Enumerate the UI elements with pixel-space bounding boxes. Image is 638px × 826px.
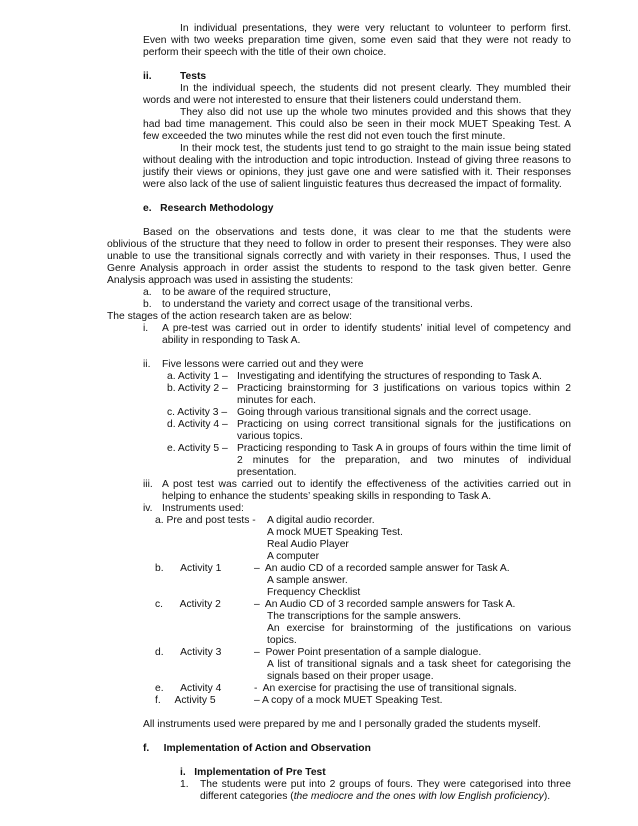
- instrument-label: e. Activity 4: [155, 683, 222, 694]
- activity-text: Going through various transitional signals and the correct usage.: [237, 407, 532, 418]
- stage-text: A pre-test was carried out in order to identify students’ initial level of competency and: [162, 323, 571, 334]
- tests-line: had bad time management. This could also be seen in their mock MUET Speaking Test. A: [143, 119, 571, 130]
- aim-text: to be aware of the required structure,: [162, 287, 331, 298]
- tests-line: justify their views or opinions, they just gave one and were satisfied with it. Their responses: [143, 167, 571, 178]
- pretest-item-marker: 1.: [180, 779, 189, 790]
- aim-text: to understand the variety and correct usage of the transitional verbs.: [162, 299, 473, 310]
- pretest-item-text: different categories (the mediocre and the ones with low English proficiency).: [200, 791, 551, 802]
- stage-marker: i.: [143, 323, 149, 334]
- stage-text: A post test was carried out to identify the effectiveness of the activities carried out in: [162, 479, 571, 490]
- activity-text: Practicing on using correct transitional signals for the justifications on: [237, 419, 571, 430]
- instrument-text: A mock MUET Speaking Test.: [267, 527, 403, 538]
- pretest-item-text: The students were put into 2 groups of fours. They were categorised into three: [200, 779, 571, 790]
- instrument-label: d. Activity 3: [155, 647, 222, 658]
- methodology-line: Analysis approach was used in assisting the students:: [107, 275, 354, 286]
- implementation-heading: f. Implementation of Action and Observation: [143, 743, 371, 754]
- stage-marker: ii.: [143, 359, 151, 370]
- stage-text: Five lessons were carried out and they were: [162, 359, 364, 370]
- instrument-label: c. Activity 2: [155, 599, 221, 610]
- instrument-text: - An exercise for practising the use of transitional signals.: [254, 683, 517, 694]
- activity-text: 2 minutes for the preparation, and two minutes of individual: [237, 455, 571, 466]
- aim-marker: b.: [143, 299, 152, 310]
- activity-label: e. Activity 5 –: [167, 443, 228, 454]
- methodology-line: unable to use the transitional signals correctly and with variety in their responses. Thus, I used the: [107, 251, 571, 262]
- instrument-text: Frequency Checklist: [267, 587, 361, 598]
- activity-text: Practicing responding to Task A in groups of fours within the time limit of: [237, 443, 571, 454]
- instrument-label: f. Activity 5: [155, 695, 216, 706]
- stage-marker: iv.: [143, 503, 153, 514]
- stage-text: Instruments used:: [162, 503, 244, 514]
- activity-text: Investigating and identifying the structures of responding to Task A.: [237, 371, 542, 382]
- instrument-text: A digital audio recorder.: [267, 515, 375, 526]
- tests-line: They also did not use up the whole two minutes provided and this shows that they: [180, 107, 571, 118]
- instrument-text: signals based on their proper usage.: [267, 671, 434, 682]
- stages-intro: The stages of the action research taken are as below:: [107, 311, 352, 322]
- instrument-text: – Power Point presentation of a sample dialogue.: [254, 647, 482, 658]
- tests-line: In the individual speech, the students did not present clearly. They mumbled their: [180, 83, 571, 94]
- tests-line: words and were not interested to ensure that their listeners could understand them.: [143, 95, 522, 106]
- instrument-text: The transcriptions for the sample answers.: [267, 611, 462, 622]
- instrument-label: b. Activity 1: [155, 563, 222, 574]
- activity-text: Practicing brainstorming for 3 justifications on various topics within 2: [237, 383, 571, 394]
- activity-label: c. Activity 3 –: [167, 407, 228, 418]
- activity-text: minutes for each.: [237, 395, 316, 406]
- instrument-text: – An Audio CD of 3 recorded sample answers for Task A.: [254, 599, 516, 610]
- instrument-text: – An audio CD of a recorded sample answer for Task A.: [254, 563, 510, 574]
- instrument-text: A computer: [267, 551, 320, 562]
- methodology-line: oblivious of the structure that they need to follow in order to present their responses. They were also: [107, 239, 571, 250]
- tests-line: few exceeded the two minutes while the rest did not even touch the first minute.: [143, 131, 506, 142]
- activity-label: b. Activity 2 –: [167, 383, 228, 394]
- activity-label: d. Activity 4 –: [167, 419, 228, 430]
- methodology-line: Genre Analysis approach in order assist the students to respond to the task given better. Genre: [107, 263, 571, 274]
- methodology-line: Based on the observations and tests done, it was clear to me that the students were: [143, 227, 571, 238]
- tests-line: In their mock test, the students just tend to go straight to the main issue being stated: [180, 143, 571, 154]
- tests-numeral: ii.: [143, 71, 152, 82]
- instrument-text: Real Audio Player: [267, 539, 349, 550]
- intro-line: Even with two weeks preparation time given, some even said that they were not ready to: [143, 35, 571, 46]
- tests-line: were also lack of the use of salient linguistic features thus decreased the impact of formality.: [143, 179, 562, 190]
- intro-line: perform their speech with the title of their own choice.: [143, 47, 387, 58]
- instrument-text: A list of transitional signals and a task sheet for categorising the: [267, 659, 571, 670]
- intro-line: In individual presentations, they were very reluctant to volunteer to perform first.: [180, 23, 571, 34]
- instrument-text: – A copy of a mock MUET Speaking Test.: [254, 695, 443, 706]
- aim-marker: a.: [143, 287, 152, 298]
- pretest-subheading: i. Implementation of Pre Test: [180, 767, 326, 778]
- instruments-closing: All instruments used were prepared by me and I personally graded the students myself.: [143, 719, 541, 730]
- instrument-text: An exercise for brainstorming of the justifications on various: [267, 623, 571, 634]
- tests-line: without dealing with the introduction and topic introduction. Instead of giving three reasons to: [143, 155, 571, 166]
- methodology-heading: e. Research Methodology: [143, 203, 274, 214]
- tests-heading: Tests: [180, 71, 207, 82]
- stage-text: helping to enhance the students’ speaking skills in responding to Task A.: [162, 491, 492, 502]
- instrument-text: topics.: [267, 635, 297, 646]
- stage-marker: iii.: [143, 479, 153, 490]
- activity-text: presentation.: [237, 467, 297, 478]
- activity-text: various topics.: [237, 431, 303, 442]
- instrument-text: A sample answer.: [267, 575, 348, 586]
- stage-text: ability in responding to Task A.: [162, 335, 301, 346]
- instrument-label: a. Pre and post tests -: [155, 515, 256, 526]
- activity-label: a. Activity 1 –: [167, 371, 228, 382]
